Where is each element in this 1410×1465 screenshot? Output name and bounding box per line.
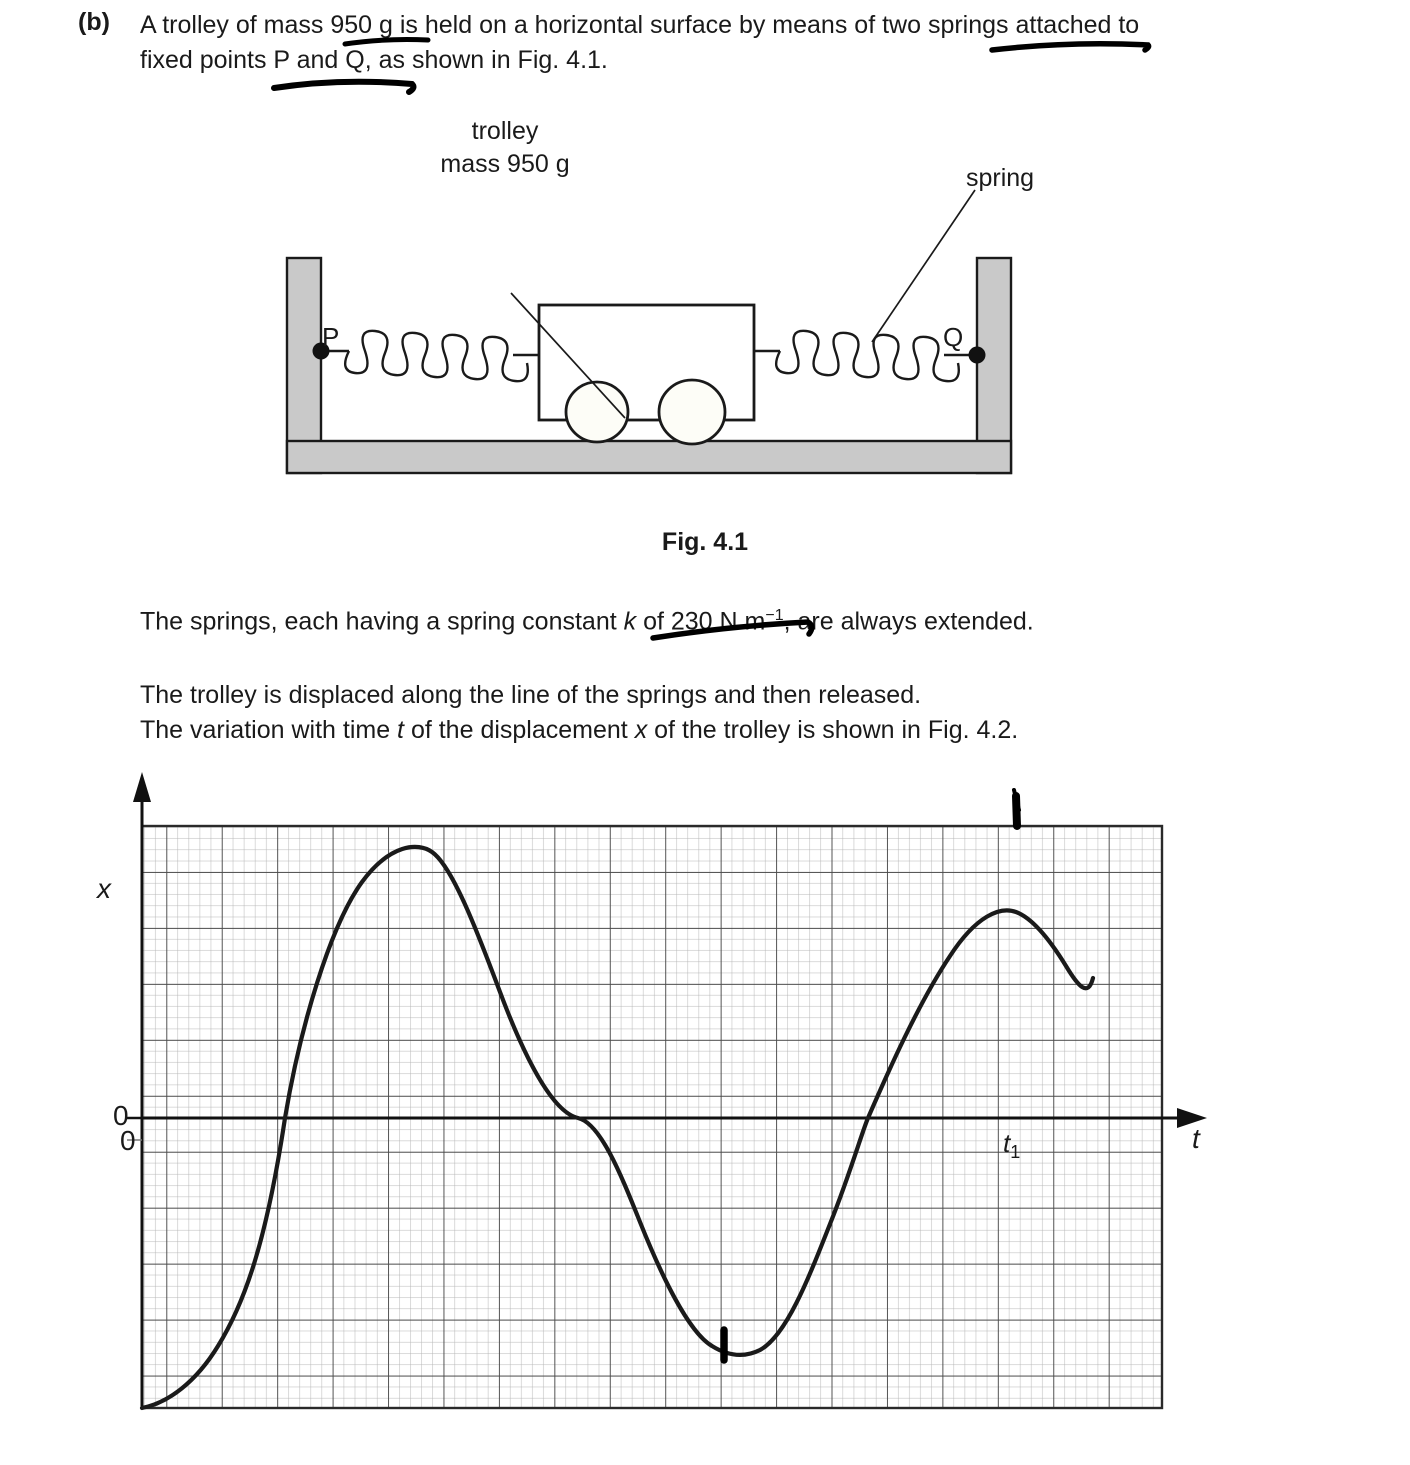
question-mass-value: 950 g <box>330 11 393 39</box>
y-axis-arrowhead <box>133 772 151 802</box>
spring-constant-value: 230 N m <box>670 607 766 636</box>
t1-symbol: t <box>1003 1128 1011 1158</box>
question-two-springs: two springs <box>882 11 1009 39</box>
symbol-x: x <box>634 716 648 744</box>
x-axis-origin-label: 0 <box>120 1125 136 1156</box>
label-trolley <box>370 115 640 181</box>
label-spring: spring <box>966 164 1035 192</box>
question-block <box>78 8 1368 78</box>
para2-line2-part-a: The variation with time <box>140 716 398 744</box>
t1-annotation-label <box>1003 1128 1020 1163</box>
para1-part-b: of <box>636 607 671 636</box>
question-line2-part-a: fixed points <box>140 46 274 74</box>
para1-part-a: The springs, each having a spring constant <box>140 607 624 636</box>
spring-constant-exponent: −1 <box>765 607 784 624</box>
spring-left <box>321 331 539 381</box>
t1-subscript: 1 <box>1010 1142 1021 1163</box>
y-axis-label: x <box>97 873 111 904</box>
symbol-t: t <box>397 716 404 744</box>
paragraph-motion <box>140 678 1290 748</box>
question-label: (b) <box>78 8 110 36</box>
symbol-k: k <box>623 607 637 636</box>
label-point-q: Q <box>943 322 964 352</box>
para2-line2-part-c: of the trolley is shown in Fig. 4.2. <box>647 716 1019 744</box>
question-points-pq: P and Q <box>273 46 365 74</box>
x-axis-label: t <box>1192 1123 1200 1154</box>
para2-line2-part-b: of the displacement <box>404 716 635 744</box>
figure-4-2-graph <box>0 760 1410 1460</box>
label-trolley-line2: mass 950 g <box>440 150 570 178</box>
y-axis-origin-label: 0 <box>113 1100 129 1131</box>
para1-part-c: , are always extended. <box>783 607 1034 636</box>
label-point-p: P <box>322 322 340 352</box>
leader-line-spring <box>872 190 975 342</box>
question-line2-part-b: , as shown in Fig. 4.1. <box>364 46 608 74</box>
graph-svg <box>0 760 1410 1460</box>
question-text <box>140 8 1368 78</box>
question-line1-part-b: is held on a horizontal surface by means of <box>392 11 883 39</box>
label-trolley-line1: trolley <box>471 117 539 145</box>
para2-line1: The trolley is displaced along the line of the springs and then released. <box>140 681 922 709</box>
paragraph-spring-constant <box>140 598 1290 639</box>
fixed-point-q-dot <box>969 347 986 364</box>
question-line1-part-c: attached to <box>1008 11 1140 39</box>
trolley-wheel-right <box>659 380 725 444</box>
figure-4-1 <box>0 100 1410 520</box>
figure-caption: Fig. 4.1 <box>661 528 749 556</box>
pen-underline-points-pq <box>274 82 413 92</box>
floor-base <box>287 441 1011 473</box>
question-line1-part-a: A trolley of mass <box>140 11 331 39</box>
